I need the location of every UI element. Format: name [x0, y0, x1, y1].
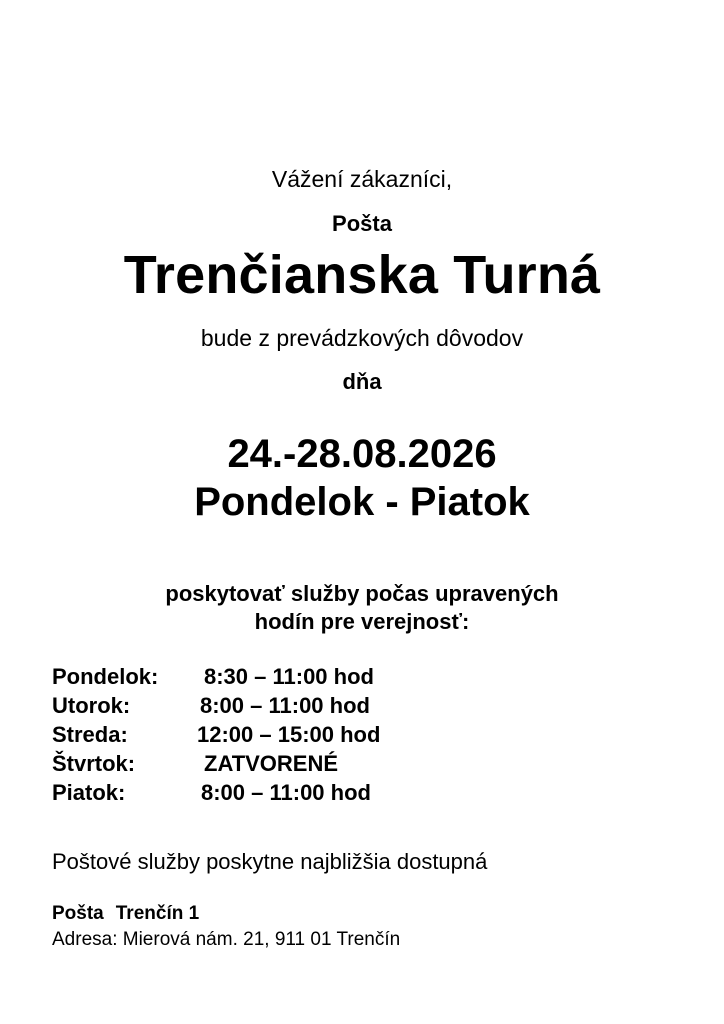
date-range: 24.-28.08.2026 [227, 432, 497, 476]
greeting: Vážení zákazníci, [271, 166, 453, 192]
reason-text: bude z prevádzkových dôvodov [200, 325, 524, 351]
posta-label: Pošta [332, 211, 392, 236]
alternative-office-address: Adresa: Mierová nám. 21, 911 01 Trenčín [52, 929, 401, 950]
hours-time: 8:00 – 11:00 hod [200, 693, 370, 718]
alternative-office-label: Pošta [52, 903, 104, 924]
hours-day: Utorok: [52, 693, 131, 718]
hours-day: Piatok: [52, 780, 126, 805]
post-office-name: Trenčianska Turná [123, 245, 601, 305]
hours-day: Streda: [52, 722, 128, 747]
alternative-office [52, 903, 199, 925]
alternative-office-name: Trenčín 1 [115, 903, 200, 924]
hours-time: ZATVORENÉ [204, 751, 339, 776]
service-text-line-2: hodín pre verejnosť: [254, 609, 470, 634]
hours-day: Pondelok: [52, 664, 159, 689]
weekday-range: Pondelok - Piatok [194, 480, 530, 524]
alternative-service-note: Poštové služby poskytne najbližšia dostupná [52, 849, 488, 874]
service-text-line-1: poskytovať služby počas upravených [165, 581, 559, 606]
dna-label: dňa [342, 369, 382, 394]
hours-time: 8:00 – 11:00 hod [201, 780, 371, 805]
hours-time: 12:00 – 15:00 hod [197, 722, 381, 747]
hours-day: Štvrtok: [52, 751, 136, 776]
hours-time: 8:30 – 11:00 hod [204, 664, 374, 689]
